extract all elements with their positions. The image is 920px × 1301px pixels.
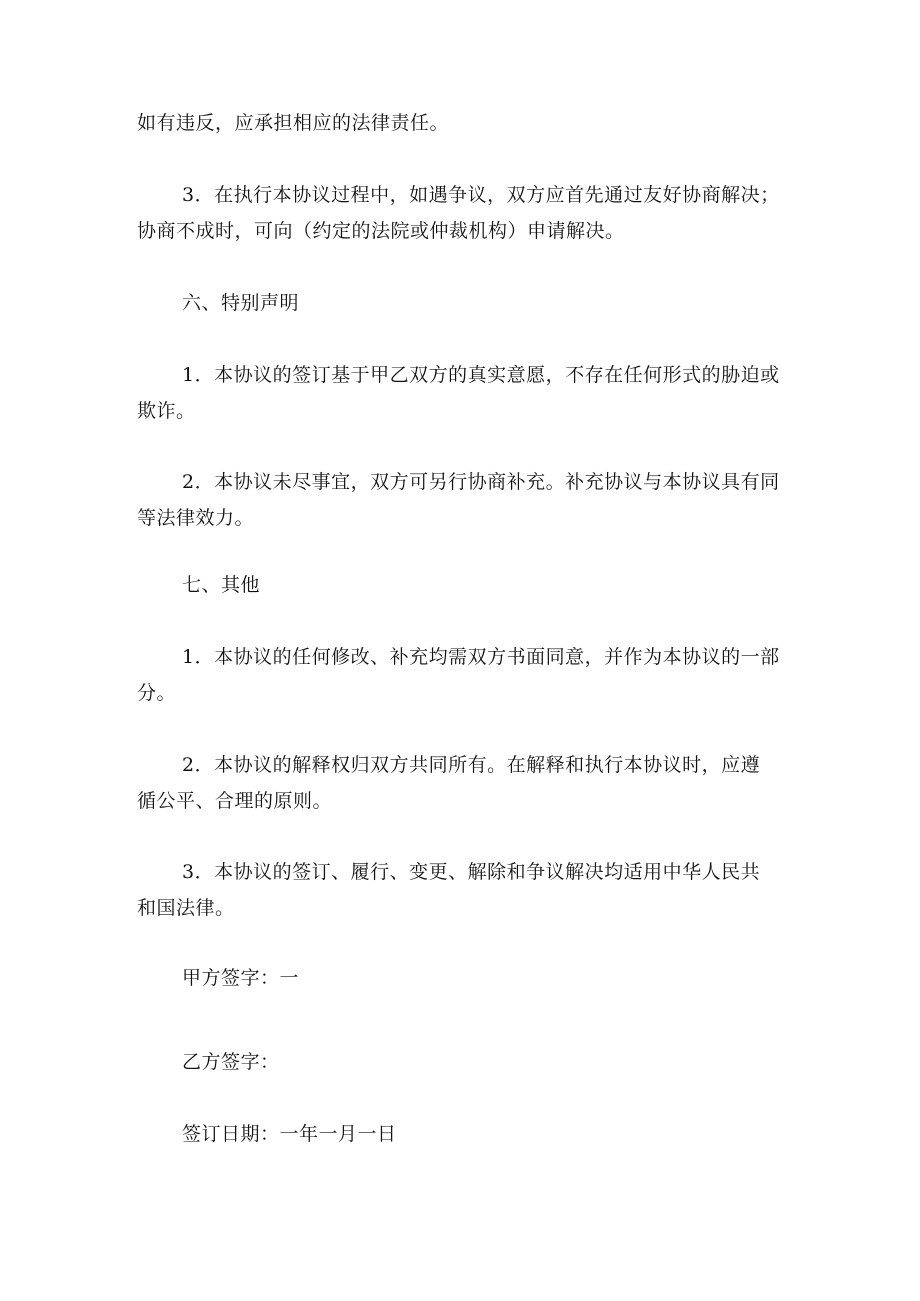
clause-6-1-line-2: 欺诈。	[137, 400, 196, 422]
clause-5-3-line-1: 3．在执行本协议过程中，如遇争议，双方应首先通过友好协商解决；	[182, 184, 780, 206]
party-a-signature: 甲方签字：一	[182, 967, 300, 989]
clause-6-2-line-1: 2．本协议未尽事宜，双方可另行协商补充。补充协议与本协议具有同	[182, 471, 780, 493]
clause-7-2-line-2: 循公平、合理的原则。	[137, 790, 333, 812]
clause-6-1-line-1: 1．本协议的签订基于甲乙双方的真实意愿，不存在任何形式的胁迫或	[182, 364, 780, 386]
clause-5-3-line-2: 协商不成时，可向（约定的法院或仲裁机构）申请解决。	[137, 220, 625, 242]
signing-date: 签订日期：一年一月一日	[182, 1123, 397, 1145]
clause-7-1-line-1: 1．本协议的任何修改、补充均需双方书面同意，并作为本协议的一部	[182, 646, 780, 668]
section-6-heading: 六、特别声明	[182, 292, 300, 314]
clause-6-2-line-2: 等法律效力。	[137, 507, 255, 529]
clause-7-1-line-2: 分。	[137, 682, 177, 704]
clause-7-3-line-2: 和国法律。	[137, 897, 235, 919]
clause-7-3-line-1: 3．本协议的签订、履行、变更、解除和争议解决均适用中华人民共	[182, 861, 761, 883]
clause-5-2-continuation: 如有违反，应承担相应的法律责任。	[137, 112, 450, 134]
clause-7-2-line-1: 2．本协议的解释权归双方共同所有。在解释和执行本协议时，应遵	[182, 754, 761, 776]
section-7-heading: 七、其他	[182, 574, 261, 596]
party-b-signature: 乙方签字：	[182, 1051, 280, 1073]
